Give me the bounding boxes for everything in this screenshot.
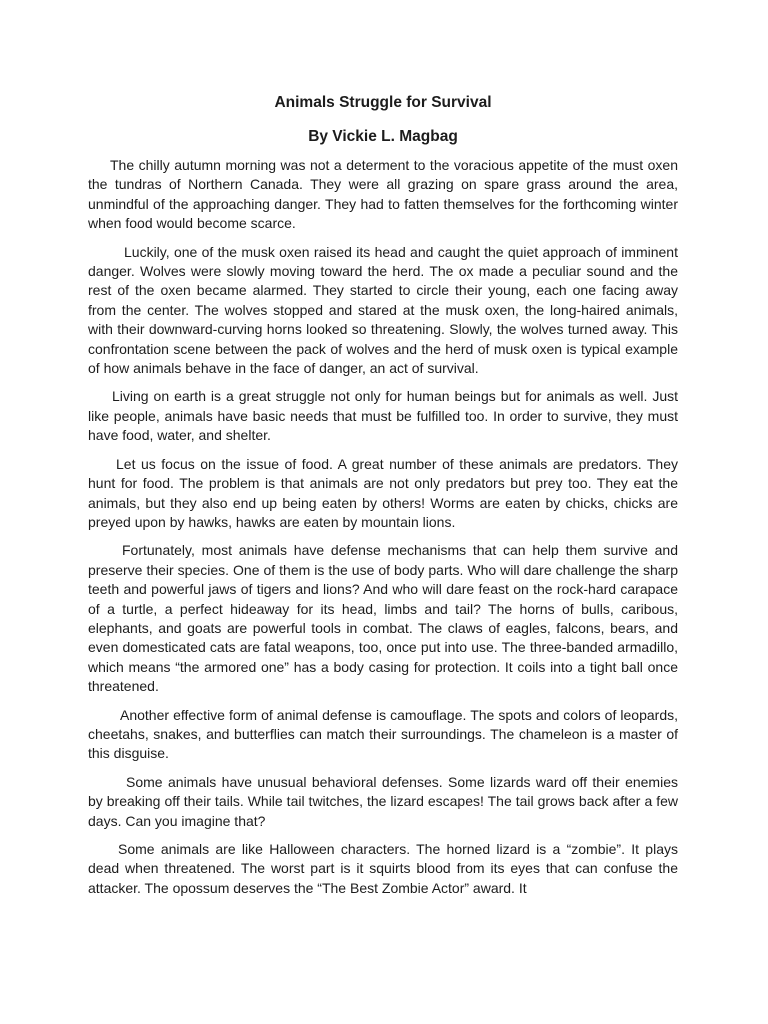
paragraph-7: Some animals have unusual behavioral defenses. Some lizards ward off their enemies by breaking off their tails. While tail twitches, the lizard escapes! The tail grows back after a few days. Can you imagine that? (88, 773, 678, 829)
paragraph-1: The chilly autumn morning was not a determent to the voracious appetite of the must oxen the tundras of Northern Canada. They were all grazing on spare grass around the area, unmindful of the approaching danger. They had to fatten themselves for the forthcoming winter when food would become scarce. (88, 157, 678, 232)
paragraph-6: Another effective form of animal defense is camouflage. The spots and colors of leopards, cheetahs, snakes, and butterflies can match their surroundings. The chameleon is a master of this disguise. (88, 706, 678, 762)
document-title: Animals Struggle for Survival (274, 94, 492, 111)
paragraph-8: Some animals are like Halloween characters. The horned lizard is a “zombie”. It plays dead when threatened. The worst part is it squirts blood from its eyes that can confuse the attacker. The opossum deserves the “The Best Zombie Actor” award. It (88, 841, 678, 896)
document-page (88, 92, 678, 907)
paragraph-3: Living on earth is a great struggle not only for human beings but for animals as well. Just like people, animals have basic needs that must be fulfilled too. In order to survive, they must have food, water, and shelter. (88, 388, 678, 444)
document-author: By Vickie L. Magbag (308, 128, 458, 145)
paragraph-4: Let us focus on the issue of food. A great number of these animals are predators. They hunt for food. The problem is that animals are not only predators but prey too. They eat the animals, but they also end up being eaten by others! Worms are eaten by chicks, chicks are preyed upon by hawks, hawks are eaten by mountain lions. (88, 455, 678, 530)
paragraph-2: Luckily, one of the musk oxen raised its head and caught the quiet approach of imminent danger. Wolves were slowly moving toward the herd. The ox made a peculiar sound and the rest of the oxen became alarmed. They started to circle their young, each one facing away from the center. The wolves stopped and stared at the musk oxen, the long-haired animals, with their downward-curving horns looked so threatening. Slowly, the wolves turned away. This confrontation scene between the pack of wolves and the herd of musk oxen is typical example of how animals behave in the face of danger, an act of survival. (88, 243, 678, 377)
paragraph-5: Fortunately, most animals have defense mechanisms that can help them survive and preserve their species. One of them is the use of body parts. Who will dare challenge the sharp teeth and powerful jaws of tigers and lions? And who will dare feast on the rock-hard carapace of a turtle, a perfect hideaway for its head, limbs and tail? The horns of bulls, caribous, elephants, and goats are powerful tools in combat. The claws of eagles, falcons, bears, and even domesticated cats are fatal weapons, too, once put into use. The three-banded armadillo, which means “the armored one” has a body casing for protection. It coils into a tight ball once threatened. (88, 542, 678, 695)
